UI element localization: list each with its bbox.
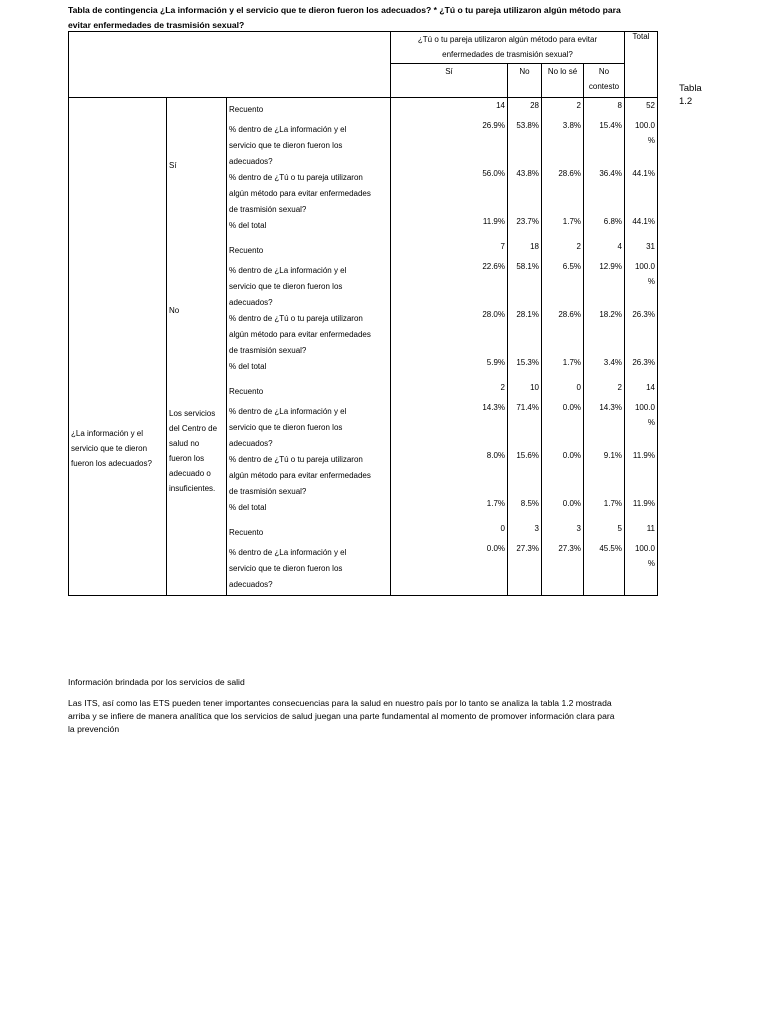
table-cell-value: 27.3%: [558, 544, 581, 553]
value-column-si: [391, 98, 508, 596]
table-cell-value: 43.8%: [516, 169, 539, 178]
table-cell-value: 2: [500, 383, 505, 392]
group-label: salud no: [169, 439, 200, 448]
stat-label: de trasmisión sexual?: [229, 205, 307, 214]
table-cell-value: 26.3%: [632, 358, 655, 367]
table-cell-value: 0.0%: [486, 544, 505, 553]
stat-label-cell: [227, 98, 391, 596]
table-cell-value: 45.5%: [599, 544, 622, 553]
stat-label: % dentro de ¿La información y el: [229, 266, 347, 275]
table-cell-value: 11: [646, 524, 655, 533]
group-label: del Centro de: [169, 424, 218, 433]
table-cell-value: 22.6%: [482, 262, 505, 271]
table-cell-value: 3.8%: [562, 121, 581, 130]
row-variable-label: ¿La información y el: [71, 429, 144, 438]
stat-label: Recuento: [229, 105, 264, 114]
table-cell-value: 15.4%: [599, 121, 622, 130]
table-number-line: Tabla: [679, 83, 702, 94]
table-cell-value: 9.1%: [603, 451, 622, 460]
table-cell-value: 2: [617, 383, 622, 392]
table-cell-value: %: [647, 559, 655, 568]
table-cell-value: 11.9%: [482, 217, 505, 226]
table-cell-value: 28.6%: [558, 310, 581, 319]
value-column-no-lo-se: [542, 98, 584, 596]
stat-label: adecuados?: [229, 157, 273, 166]
table-cell-value: 26.3%: [632, 310, 655, 319]
stat-label: Recuento: [229, 528, 264, 537]
table-title-line: Tabla de contingencia ¿La información y el servicio que te dieron fueron los adecuados? * ¿Tú o tu pareja utilizaron algún método para: [68, 5, 621, 15]
stat-label: servicio que te dieron fueron los: [229, 564, 343, 573]
table-cell-value: 14: [646, 383, 655, 392]
header-category-no-lo-se: [542, 64, 584, 98]
stat-label: % dentro de ¿Tú o tu pareja utilizaron: [229, 314, 363, 323]
table-cell-value: 1.7%: [486, 499, 505, 508]
table-cell-value: 6.8%: [603, 217, 622, 226]
group-label: adecuado o: [169, 469, 211, 478]
group-label: insuficientes.: [169, 484, 216, 493]
table-cell-value: 0.0%: [562, 403, 581, 412]
table-cell-value: 1.7%: [603, 499, 622, 508]
stat-label: % del total: [229, 362, 267, 371]
table-cell-value: 15.3%: [516, 358, 539, 367]
table-cell-value: 18.2%: [599, 310, 622, 319]
stat-label: servicio que te dieron fueron los: [229, 423, 343, 432]
table-cell-value: 3: [576, 524, 581, 533]
header-category-no-contesto: [584, 64, 625, 98]
table-cell-value: 36.4%: [599, 169, 622, 178]
table-cell-value: 3: [534, 524, 539, 533]
table-cell-value: 2: [576, 242, 581, 251]
header-category-line: No lo sé: [547, 67, 578, 76]
stat-label: Recuento: [229, 387, 264, 396]
table-cell-value: 6.5%: [562, 262, 581, 271]
stat-label: % dentro de ¿Tú o tu pareja utilizaron: [229, 173, 363, 182]
stat-label: % dentro de ¿Tú o tu pareja utilizaron: [229, 455, 363, 464]
value-column-no: [508, 98, 542, 596]
table-cell-value: 0.0%: [562, 499, 581, 508]
table-cell-value: 28.6%: [558, 169, 581, 178]
header-corner: [69, 32, 391, 98]
table-cell-value: 15.6%: [516, 451, 539, 460]
table-cell-value: 11.9%: [632, 451, 655, 460]
stat-label: % del total: [229, 221, 267, 230]
header-question-line: enfermedades de trasmisión sexual?: [442, 50, 573, 59]
table-cell-value: 5: [617, 524, 622, 533]
stat-label: algún método para evitar enfermedades: [229, 189, 371, 198]
group-label-cell: [167, 98, 227, 596]
table-cell-value: 8: [617, 101, 622, 110]
table-number-label: [679, 82, 719, 108]
header-question-line: ¿Tú o tu pareja utilizaron algún método para evitar: [417, 35, 598, 44]
stat-label: Recuento: [229, 246, 264, 255]
body-paragraph: [68, 697, 698, 736]
stat-label: adecuados?: [229, 580, 273, 589]
table-cell-value: 28: [530, 101, 539, 110]
stat-label: % dentro de ¿La información y el: [229, 407, 347, 416]
header-category-si: [391, 64, 508, 98]
row-variable-label: servicio que te dieron: [71, 444, 148, 453]
table-cell-value: 56.0%: [482, 169, 505, 178]
header-category-no: [508, 64, 542, 98]
table-cell-value: 10: [530, 383, 539, 392]
group-label: Los servicios: [169, 409, 216, 418]
table-cell-value: 71.4%: [516, 403, 539, 412]
table-cell-value: 28.0%: [482, 310, 505, 319]
paragraph-line: arriba y se infiere de manera analítica que los servicios de salud juegan una parte fundamental al momento de promover información clara para: [68, 711, 615, 721]
group-label: No: [169, 306, 180, 315]
table-cell-value: 12.9%: [599, 262, 622, 271]
value-column-total: [625, 98, 658, 596]
table-cell-value: 26.9%: [482, 121, 505, 130]
table-cell-value: 8.0%: [486, 451, 505, 460]
group-label: Sí: [169, 161, 177, 170]
table-cell-value: 100.0: [634, 121, 655, 130]
table-title: [68, 3, 668, 32]
stat-label: % del total: [229, 503, 267, 512]
table-cell-value: 44.1%: [632, 169, 655, 178]
group-label: fueron los: [169, 454, 205, 463]
section-heading: Información brindada por los servicios de salid: [68, 677, 245, 687]
table-cell-value: 1.7%: [562, 217, 581, 226]
paragraph-line: la prevención: [68, 724, 120, 734]
table-cell-value: %: [647, 418, 655, 427]
table-cell-value: %: [647, 136, 655, 145]
table-cell-value: 27.3%: [516, 544, 539, 553]
table-cell-value: 2: [576, 101, 581, 110]
table-cell-value: 11.9%: [632, 499, 655, 508]
table-number-line: 1.2: [679, 96, 693, 107]
stat-label: de trasmisión sexual?: [229, 346, 307, 355]
table-cell-value: 44.1%: [632, 217, 655, 226]
table-cell-value: 0: [500, 524, 505, 533]
header-category-line: No: [519, 67, 530, 76]
value-column-no-contesto: [584, 98, 625, 596]
table-cell-value: 23.7%: [516, 217, 539, 226]
table-cell-value: 100.0: [634, 403, 655, 412]
header-category-line: contesto: [588, 82, 620, 91]
stat-label: algún método para evitar enfermedades: [229, 330, 371, 339]
stat-label: adecuados?: [229, 439, 273, 448]
stat-label: algún método para evitar enfermedades: [229, 471, 371, 480]
paragraph-line: Las ITS, así como las ETS pueden tener importantes consecuencias para la salud en nuestro país por lo tanto se analiza la tabla 1.2 mostrada: [68, 698, 612, 708]
table-cell-value: %: [647, 277, 655, 286]
table-cell-value: 5.9%: [486, 358, 505, 367]
table-cell-value: 31: [646, 242, 655, 251]
table-cell-value: 14.3%: [599, 403, 622, 412]
header-category-line: Sí: [445, 67, 453, 76]
table-cell-value: 1.7%: [562, 358, 581, 367]
header-category-line: No: [598, 67, 610, 76]
table-title-line: evitar enfermedades de trasmisión sexual?: [68, 19, 245, 30]
header-column-variable: [391, 32, 625, 64]
table-cell-value: 14: [496, 101, 505, 110]
table-cell-value: 0: [576, 383, 581, 392]
table-cell-value: 18: [530, 242, 539, 251]
table-cell-value: 7: [500, 242, 505, 251]
stat-label: servicio que te dieron fueron los: [229, 141, 343, 150]
stat-label: adecuados?: [229, 298, 273, 307]
table-cell-value: 0.0%: [562, 451, 581, 460]
table-cell-value: 52: [646, 101, 655, 110]
stat-label: % dentro de ¿La información y el: [229, 125, 347, 134]
contingency-table: [68, 31, 658, 596]
table-cell-value: 100.0: [634, 544, 655, 553]
stat-label: servicio que te dieron fueron los: [229, 282, 343, 291]
stat-label: de trasmisión sexual?: [229, 487, 307, 496]
table-cell-value: 14.3%: [482, 403, 505, 412]
table-cell-value: 100.0: [634, 262, 655, 271]
row-variable-label: fueron los adecuados?: [71, 459, 152, 468]
table-cell-value: 3.4%: [603, 358, 622, 367]
table-cell-value: 58.1%: [516, 262, 539, 271]
header-total: Total: [625, 32, 658, 98]
table-cell-value: 28.1%: [516, 310, 539, 319]
row-variable-cell: [69, 98, 167, 596]
table-cell-value: 8.5%: [520, 499, 539, 508]
table-cell-value: 4: [617, 242, 622, 251]
stat-label: % dentro de ¿La información y el: [229, 548, 347, 557]
table-cell-value: 53.8%: [516, 121, 539, 130]
